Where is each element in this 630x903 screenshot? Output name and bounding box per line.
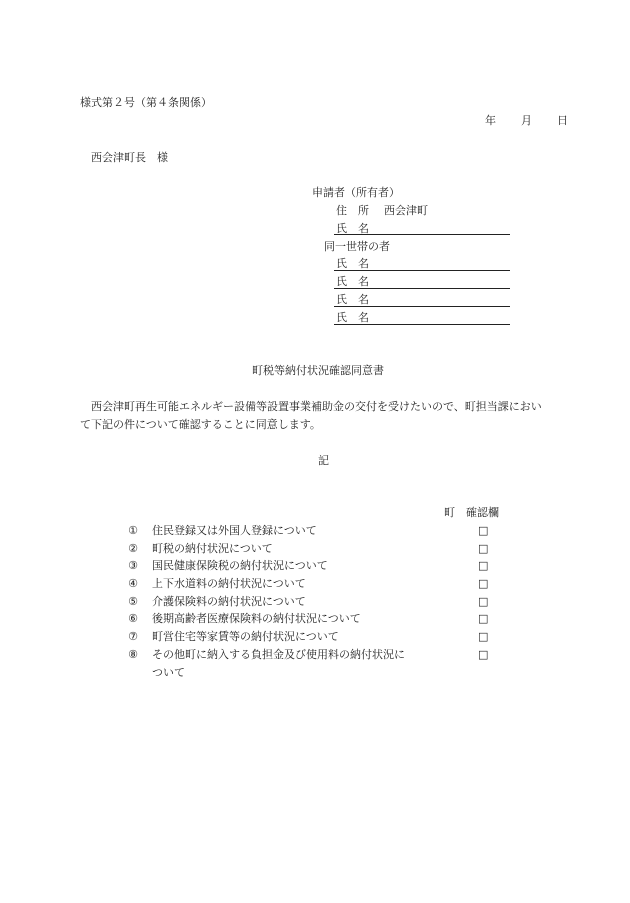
household-name-label-4: 氏 名 [336, 311, 369, 324]
item-number-7: ⑦ [128, 630, 138, 643]
item-checkbox-2[interactable]: □ [478, 542, 489, 555]
item-checkbox-6[interactable]: □ [478, 612, 489, 625]
item-checkbox-1[interactable]: □ [478, 524, 489, 537]
item-text-3: 国民健康保険税の納付状況について [152, 559, 328, 572]
document-title: 町税等納付状況確認同意書 [252, 364, 384, 377]
item-text-8-continued: ついて [152, 666, 185, 679]
item-text-7: 町営住宅等家賃等の納付状況について [152, 630, 339, 643]
item-checkbox-8[interactable]: □ [478, 648, 489, 661]
household-heading: 同一世帯の者 [324, 240, 390, 253]
item-text-6: 後期高齢者医療保険料の納付状況について [152, 612, 361, 625]
confirm-header: 町 確認欄 [444, 506, 499, 519]
item-checkbox-5[interactable]: □ [478, 595, 489, 608]
item-number-4: ④ [128, 577, 138, 590]
item-text-4: 上下水道料の納付状況について [152, 577, 306, 590]
consent-paragraph: 西会津町再生可能エネルギー設備等設置事業補助金の交付を受けたいので、町担当課において下記の件について確認することに同意します。 [80, 400, 542, 431]
form-id: 様式第２号（第４条関係） [80, 96, 212, 109]
item-checkbox-3[interactable]: □ [478, 559, 489, 572]
item-text-5: 介護保険料の納付状況について [152, 595, 306, 608]
household-name-label-3: 氏 名 [336, 293, 369, 306]
item-text-2: 町税の納付状況について [152, 542, 273, 555]
item-number-8: ⑧ [128, 648, 138, 661]
item-text-1: 住民登録又は外国人登録について [152, 524, 317, 537]
household-name-label-1: 氏 名 [336, 257, 369, 270]
date-month: 月 [521, 114, 532, 127]
item-number-5: ⑤ [128, 595, 138, 608]
date-year: 年 [485, 114, 496, 127]
household-name-label-2: 氏 名 [336, 275, 369, 288]
applicant-name-label: 氏 名 [336, 222, 369, 235]
item-number-3: ③ [128, 559, 138, 572]
address-value: 西会津町 [384, 204, 428, 217]
item-number-2: ② [128, 542, 138, 555]
item-number-1: ① [128, 524, 138, 537]
item-text-8: その他町に納入する負担金及び使用料の納付状況に [152, 648, 405, 661]
applicant-heading: 申請者（所有者） [312, 186, 400, 199]
date-day: 日 [557, 114, 568, 127]
item-checkbox-4[interactable]: □ [478, 577, 489, 590]
addressee: 西会津町長 様 [91, 151, 168, 164]
ki-marker: 記 [318, 454, 329, 467]
address-label: 住 所 [336, 204, 369, 217]
item-checkbox-7[interactable]: □ [478, 630, 489, 643]
item-number-6: ⑥ [128, 612, 138, 625]
